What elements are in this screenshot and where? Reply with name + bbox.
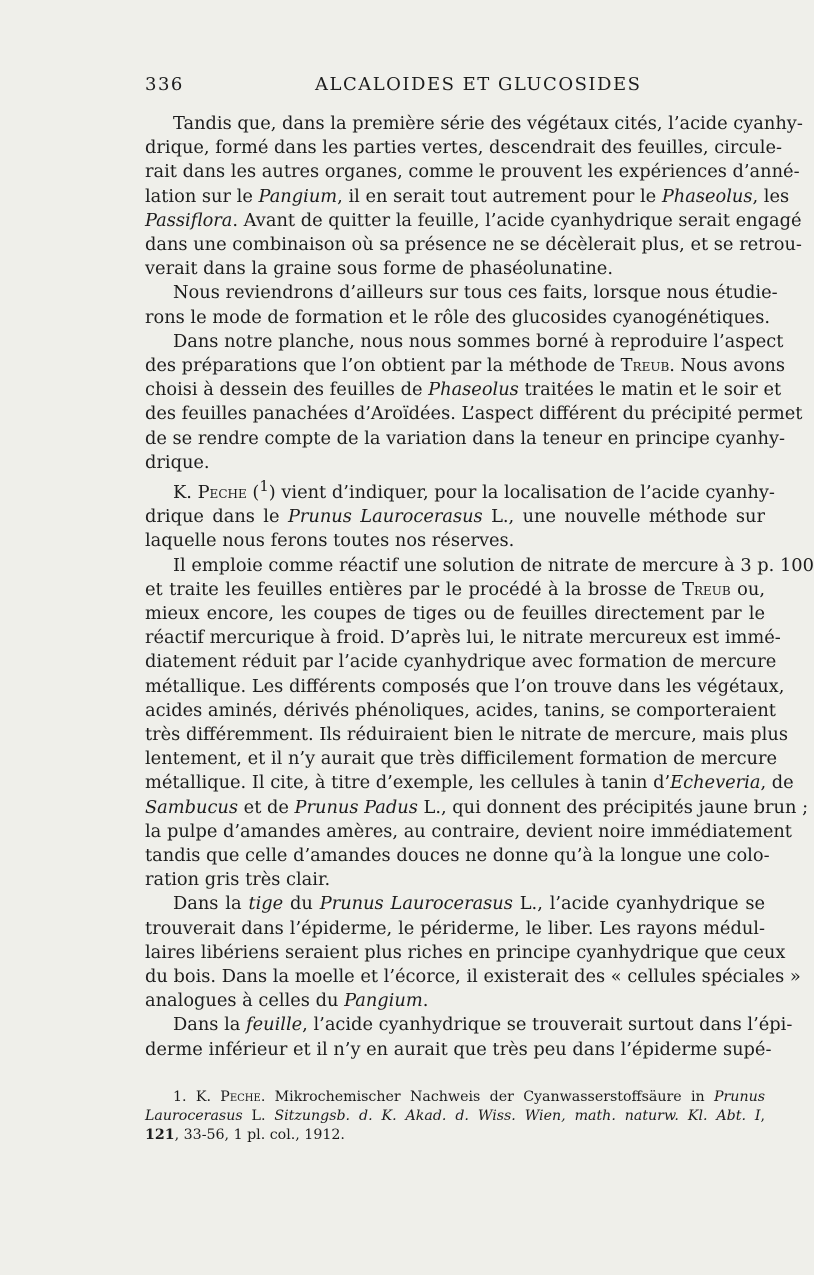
text-line: lation sur le Pangium, il en serait tout autrement pour le Phaseolus, les [145,185,790,207]
paragraph [145,475,775,554]
text-line: derme inférieur et il n’y en aurait que très peu dans l’épiderme supé- [145,1038,772,1060]
text-line: diatement réduit par l’acide cyanhydrique avec formation de mercure [145,651,777,673]
paragraph [145,330,803,475]
italic-term: Sambucus [145,796,239,818]
text-line: Dans la tige du Prunus Laurocerasus L., l’acide cyanhydrique se [173,893,766,915]
text-line: K. Peche ($^1$) vient d’indiquer, pour la localisation de l’acide cyanhy- [173,478,775,503]
italic-term: feuille [246,1014,303,1036]
italic-term: Laurocerasus [145,1108,243,1124]
footnote-line: Laurocerasus L. Sitzungsb. d. K. Akad. d. Wiss. Wien, math. naturw. Kl. Abt. I, [145,1108,766,1124]
text-line: Passiflora. Avant de quitter la feuille, l’acide cyanhydrique serait engagé [145,209,802,231]
text-line: Dans la feuille, l’acide cyanhydrique se trouverait surtout dans l’épi- [173,1014,793,1036]
text-line: analogues à celles du Pangium. [145,990,429,1012]
author-name: Peche [220,1089,261,1105]
text-line: de se rendre compte de la variation dans la teneur en principe cyanhy- [145,427,786,449]
author-name: Treub [682,578,731,600]
text-line: trouverait dans l’épiderme, le périderme, le liber. Les rayons médul- [145,917,765,939]
text-line: verait dans la graine sous forme de phaséolunatine. [145,258,613,280]
italic-term: Passiflora [145,209,233,231]
footnote-line: 121, 33-56, 1 pl. col., 1912. [145,1127,345,1143]
italic-term: Prunus Padus [294,796,418,818]
text-line: des feuilles panachées d’Aroïdées. L’aspect différent du précipité permet [145,403,803,425]
author-name: Peche [197,481,247,503]
text-line: rait dans les autres organes, comme le prouvent les expériences d’anné- [145,161,800,183]
text-line: ration gris très clair. [145,869,331,891]
footnote-ref: 1 [259,478,269,496]
paragraph [145,281,778,329]
text-line: rons le mode de formation et le rôle des glucosides cyanogénétiques. [145,306,771,328]
text-line: choisi à dessein des feuilles de Phaseolus traitées le matin et le soir et [145,379,782,401]
footnote-line: 1. K. Peche. Mikrochemischer Nachweis der Cyanwasserstoffsäure in Prunus [173,1089,766,1105]
text-line: acides aminés, dérivés phénoliques, acides, tanins, se comporteraient [145,699,776,721]
paragraph [145,1013,793,1061]
text-line: laquelle nous ferons toutes nos réserves. [145,530,515,552]
text-line: mieux encore, les coupes de tiges ou de feuilles directement par le [145,602,765,624]
italic-term: Phaseolus [428,379,519,401]
body-text [145,112,814,1062]
journal-title: Sitzungsb. d. K. Akad. d. Wiss. Wien, math. naturw. Kl. Abt. I [274,1108,761,1124]
text-line: très différemment. Ils réduiraient bien le nitrate de mercure, mais plus [145,724,788,745]
paragraph [145,112,803,281]
text-line: Dans notre planche, nous nous sommes borné à reproduire l’aspect [173,330,784,352]
text-line: Sambucus et de Prunus Padus L., qui donnent des précipités jaune brun ; [145,796,809,818]
text-line: Nous reviendrons d’ailleurs sur tous ces faits, lorsque nous étudie- [173,282,778,304]
text-line: dans une combinaison où sa présence ne se décèlerait plus, et se retrou- [145,234,802,256]
text-line: des préparations que l’on obtient par la méthode de Treub. Nous avons [145,355,785,377]
italic-term: Phaseolus [661,185,753,207]
text-line: tandis que celle d’amandes douces ne donne qu’à la longue une colo- [145,845,770,867]
text-line: métallique. Il cite, à titre d’exemple, les cellules à tanin d’Echeveria, de [145,772,794,794]
italic-term: Echeveria [670,772,761,794]
text-line: Tandis que, dans la première série des végétaux cités, l’acide cyanhy- [173,113,803,134]
text-line: métallique. Les différents composés que l’on trouve dans les végétaux, [145,675,785,697]
italic-term: Pangium [258,185,338,207]
italic-term: tige [248,893,284,915]
running-title: ALCALOIDES ET GLUCOSIDES [315,74,642,95]
author-name: Treub [620,355,670,377]
italic-term: Pangium [344,990,423,1012]
text-line: laires libériens seraient plus riches en principe cyanhydrique que ceux [145,941,786,963]
text-line: lentement, et il n’y aurait que très difficilement formation de mercure [145,748,777,770]
italic-term: Prunus [713,1089,766,1105]
text-line: drique. [145,451,210,473]
footnote [145,1088,765,1145]
volume-number: 121 [145,1127,175,1143]
running-header [145,74,765,104]
text-line: réactif mercurique à froid. D’après lui, le nitrate mercureux est immé- [145,627,781,649]
italic-term: Prunus Laurocerasus [287,506,483,528]
paragraph [145,892,801,1013]
page-number: 336 [145,74,184,95]
text-line: drique, formé dans les parties vertes, descendrait des feuilles, circule- [145,137,782,159]
text-line: Il emploie comme réactif une solution de nitrate de mercure à 3 p. 100 [173,554,814,576]
text-line: la pulpe d’amandes amères, au contraire, devient noire immédiatement [145,820,792,842]
paragraph [145,554,814,893]
text-line: drique dans le Prunus Laurocerasus L., une nouvelle méthode sur [145,506,766,528]
text-line: et traite les feuilles entières par le procédé à la brosse de Treub ou, [145,578,765,600]
text-line: du bois. Dans la moelle et l’écorce, il existerait des « cellules spéciales » [145,966,801,988]
italic-term: Prunus Laurocerasus [319,893,513,915]
